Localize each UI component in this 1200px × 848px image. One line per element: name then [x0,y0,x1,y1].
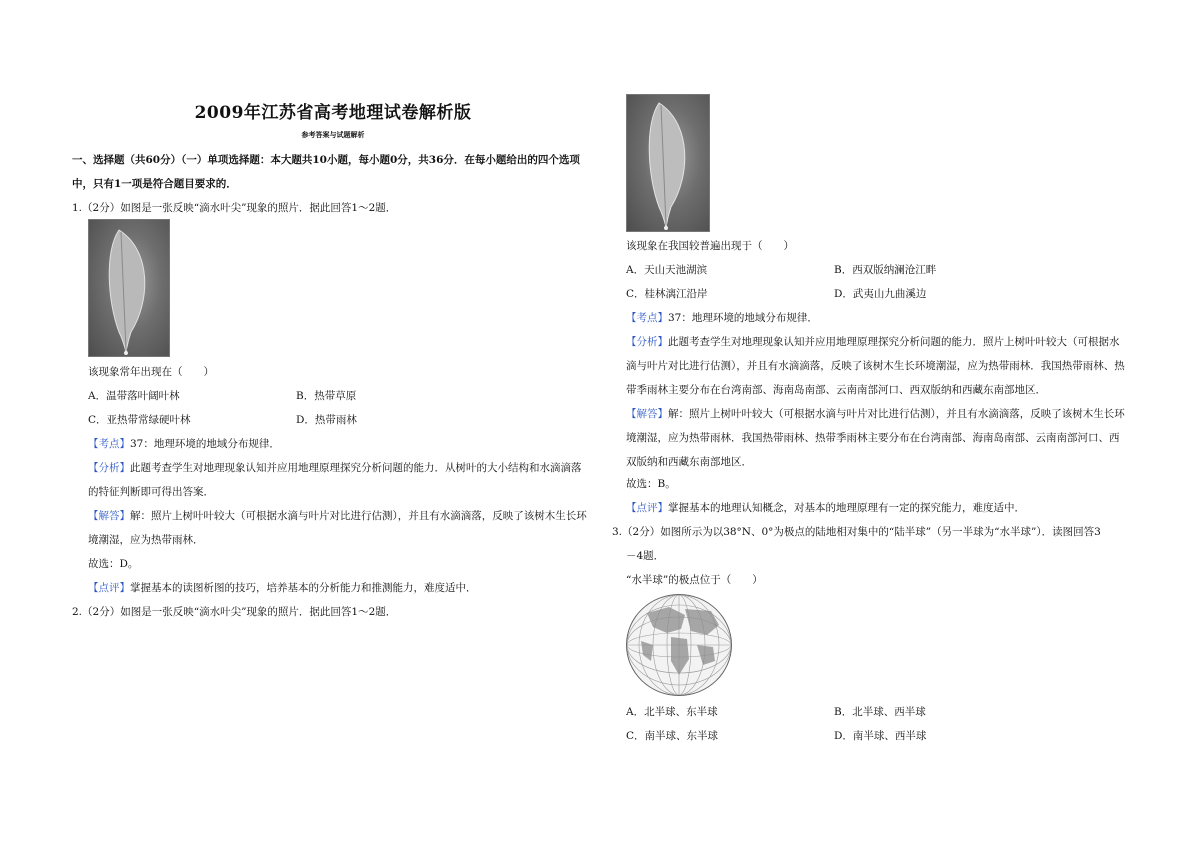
fenxi-tag: 【分析】 [626,336,668,348]
q1-fenxi-line2: 的特征判断即可得出答案． [88,486,214,498]
q2-option-b: B．西双版纳澜沧江畔 [834,264,937,276]
q3-option-b: B．北半球、西半球 [834,706,926,718]
dianping-tag: 【点评】 [626,502,668,514]
leaf-drawing-2 [627,95,709,231]
q2-option-a: A．天山天池湖滨 [626,264,708,276]
fenxi-tag: 【分析】 [88,462,130,474]
q2-dianping: 【点评】掌握基本的地理认知概念，对基本的地理原理有一定的探究能力，难度适中． [626,502,1025,514]
q1-stem: 1.（2分）如图是一张反映“滴水叶尖”现象的照片．据此回答1～2题． [72,202,397,214]
q2-fenxi-line2: 滴与叶片对比进行估测），并且有水滴滴落，反映了该树木生长环境潮湿，应为热带雨林．我国热带雨林、热 [626,360,1125,372]
section-heading-line1: 一、选择题（共60分）（一）单项选择题：本大题共10小题，每小题0分，共36分．在每小题给出的四个选项 [72,154,580,166]
q1-option-d: D．热带雨林 [296,414,357,426]
q2-stem: 2.（2分）如图是一张反映“滴水叶尖”现象的照片．据此回答1～2题． [72,606,397,618]
jieda-tag: 【解答】 [88,510,130,522]
page-subtitle: 参考答案与试题解析 [301,130,365,139]
q1-fenxi-line1: 【分析】此题考查学生对地理现象认知并应用地理原理探究分析问题的能力．从树叶的大小结构和水滴滴落 [88,462,582,474]
q2-kaodian: 【考点】37：地理环境的地域分布规律． [626,312,818,324]
q3-option-d: D．南半球、西半球 [834,730,927,742]
jieda-tag: 【解答】 [626,408,668,420]
kaodian-tag: 【考点】 [88,438,130,450]
q2-jieda-line2: 境潮湿，应为热带雨林．我国热带雨林、热带季雨林主要分布在台湾南部、海南岛南部、云南南部河口、西 [626,432,1120,444]
q1-option-b: B．热带草原 [296,390,357,402]
q1-option-a: A．温带落叶阔叶林 [88,390,180,402]
dripping-leaf-photo-2 [626,94,710,232]
kaodian-tag: 【考点】 [626,312,668,324]
page-title: 2009年江苏省高考地理试卷解析版 [194,103,472,123]
q1-prompt: 该现象常年出现在（ ） [88,366,214,378]
q2-fenxi-line3: 带季雨林主要分布在台湾南部、海南岛南部、云南南部河口、西双版纳和西藏东南部地区． [626,384,1046,396]
q2-answer: 故选：B。 [626,478,676,490]
globe-graticule [627,595,731,695]
q2-jieda-line3: 双版纳和西藏东南部地区． [626,456,752,468]
q1-dianping: 【点评】掌握基本的读图析图的技巧，培养基本的分析能力和推测能力，难度适中． [88,582,477,594]
dianping-tag: 【点评】 [88,582,130,594]
q1-jieda-line1: 【解答】解：照片上树叶叶较大（可根据水滴与叶片对比进行估测），并且有水滴滴落，反映了该树木生长环 [88,510,587,522]
q1-kaodian: 【考点】37：地理环境的地域分布规律． [88,438,280,450]
dripping-leaf-photo [88,219,170,357]
q2-fenxi-line1: 【分析】此题考查学生对地理现象认知并应用地理原理探究分析问题的能力．照片上树叶叶较大（可根据水 [626,336,1120,348]
leaf-drawing [89,220,169,356]
q3-option-a: A．北半球、东半球 [626,706,718,718]
q2-jieda-line1: 【解答】解：照片上树叶叶较大（可根据水滴与叶片对比进行估测），并且有水滴滴落，反映了该树木生长环 [626,408,1125,420]
q3-stem-line2: －4题． [626,550,665,562]
q1-jieda-line2: 境潮湿，应为热带雨林． [88,534,204,546]
land-hemisphere-map [626,594,732,696]
q2-option-c: C．桂林漓江沿岸 [626,288,708,300]
q1-option-c: C．亚热带常绿硬叶林 [88,414,191,426]
q2-prompt: 该现象在我国较普遍出现于（ ） [626,240,794,252]
q3-stem-line1: 3.（2分）如图所示为以38°N、0°为极点的陆地相对集中的“陆半球”（另一半球为“水半球”）．读图回答3 [612,526,1101,538]
q1-answer: 故选：D。 [88,558,139,570]
section-heading-line2: 中，只有1一项是符合题目要求的． [72,178,237,190]
q3-option-c: C．南半球、东半球 [626,730,719,742]
q3-prompt: “水半球”的极点位于（ ） [626,574,763,586]
q2-option-d: D．武夷山九曲溪边 [834,288,927,300]
